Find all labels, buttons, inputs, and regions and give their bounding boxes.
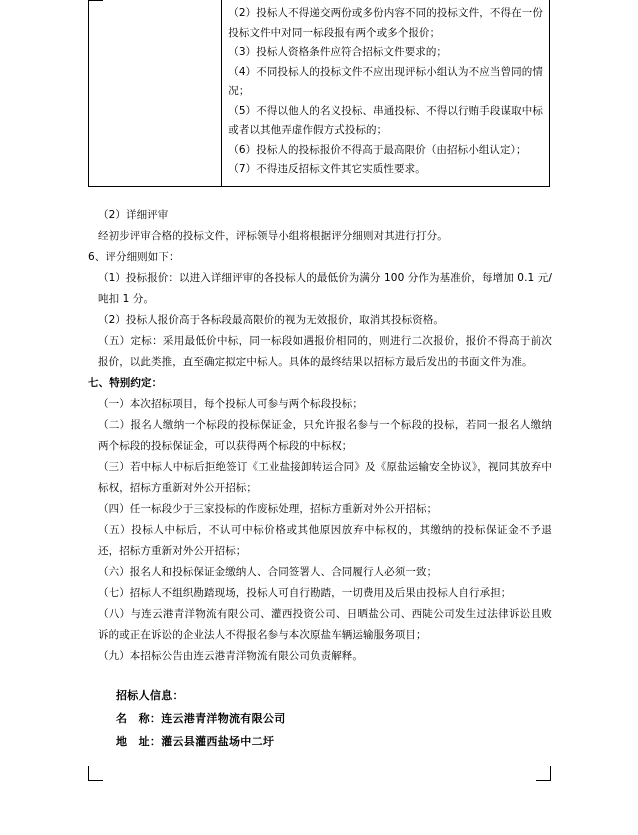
paragraph: （2）投标人报价高于各标段最高限价的视为无效报价，取消其投标资格。 bbox=[98, 314, 444, 326]
bidder-address-label: 地 址： bbox=[116, 735, 162, 748]
bidder-name-label: 名 称： bbox=[116, 712, 162, 725]
paragraph: 经初步评审合格的投标文件，评标领导小组将根据评分细则对其进行打分。 bbox=[98, 230, 448, 242]
paragraph: （三）若中标人中标后拒绝签订《工业盐接卸转运合同》及《原盐运输安全协议》，视同其放弃中标权，招标方重新对外公开招标； bbox=[98, 461, 552, 494]
bidder-address-row bbox=[116, 730, 536, 753]
criteria-line: （5）不得以他人的名义投标、串通投标、不得以行贿手段谋取中标或者以其他弄虚作假方式投标的； bbox=[228, 104, 543, 136]
bidder-name-row bbox=[116, 707, 536, 730]
table-cell-left bbox=[89, 0, 222, 186]
paragraph: （1）投标报价：以进入详细评审的各投标人的最低价为满分 100 分作为基准价，每增加 0.1 元/吨扣 1 分。 bbox=[98, 272, 552, 305]
criteria-line: （6）投标人的投标报价不得高于最高限价（由招标小组认定）； bbox=[228, 143, 527, 156]
paragraph: （六）报名人和投标保证金缴纳人、合同签署人、合同履行人必须一致； bbox=[98, 566, 438, 578]
table-cell-right bbox=[222, 0, 550, 186]
paragraph: （四）任一标段少于三家投标的作废标处理，招标方重新对外公开招标； bbox=[98, 503, 438, 515]
bidder-info-block bbox=[116, 684, 536, 753]
table-row bbox=[89, 0, 550, 186]
paragraph: （五）投标人中标后，不认可中标价格或其他原因放弃中标权的，其缴纳的投标保证金不予退还，招标方重新对外公开招标； bbox=[98, 524, 552, 557]
criteria-line: （2）投标人不得递交两份或多份内容不同的投标文件，不得在一份投标文件中对同一标段报有两个或多个报价； bbox=[228, 7, 543, 39]
criteria-line: （3）投标人资格条件应符合招标文件要求的； bbox=[228, 46, 448, 58]
section-heading: 七、特别约定： bbox=[88, 377, 163, 389]
bidder-info-heading: 招标人信息： bbox=[116, 689, 184, 702]
crop-mark-bottom-left bbox=[88, 766, 103, 781]
crop-mark-bottom-right bbox=[536, 766, 551, 781]
paragraph: （一）本次招标项目，每个投标人可参与两个标段投标； bbox=[98, 398, 363, 410]
paragraph: （八）与连云港青洋物流有限公司、灌西投资公司、日晒盐公司、西陡公司发生过法律诉讼且败诉的或正在诉讼的企业法人不得报名参与本次原盐车辆运输服务项目； bbox=[98, 608, 552, 641]
criteria-line: （4）不同投标人的投标文件不应出现评标小组认为不应当曾同的情况； bbox=[228, 65, 543, 97]
bidder-address-value: 灌云县灌西盐场中二圩 bbox=[161, 735, 275, 748]
criteria-line: （7）不得违反招标文件其它实质性要求。 bbox=[228, 163, 426, 175]
bidder-name-value: 连云港青洋物流有限公司 bbox=[161, 712, 286, 725]
evaluation-criteria-table bbox=[88, 0, 550, 187]
paragraph: （二）报名人缴纳一个标段的投标保证金，只允许报名参与一个标段的投标，若同一报名人缴纳两个标段的投标保证金，可以获得两个标段的中标权； bbox=[98, 419, 552, 452]
paragraph: 6、评分细则如下： bbox=[88, 251, 180, 263]
paragraph: （2）详细评审 bbox=[98, 209, 169, 221]
paragraph: （九）本招标公告由连云港青洋物流有限公司负责解释。 bbox=[98, 650, 363, 662]
paragraph: （七）招标人不组织勘踏现场，投标人可自行勘踏，一切费用及后果由投标人自行承担； bbox=[98, 587, 512, 599]
paragraph: （五）定标：采用最低价中标，同一标段如遇报价相同的，则进行二次报价，报价不得高于前次报价，以此类推，直至确定拟定中标人。具体的最终结果以招标方最后发出的书面文件为准。 bbox=[98, 335, 552, 368]
document-body bbox=[88, 205, 552, 667]
